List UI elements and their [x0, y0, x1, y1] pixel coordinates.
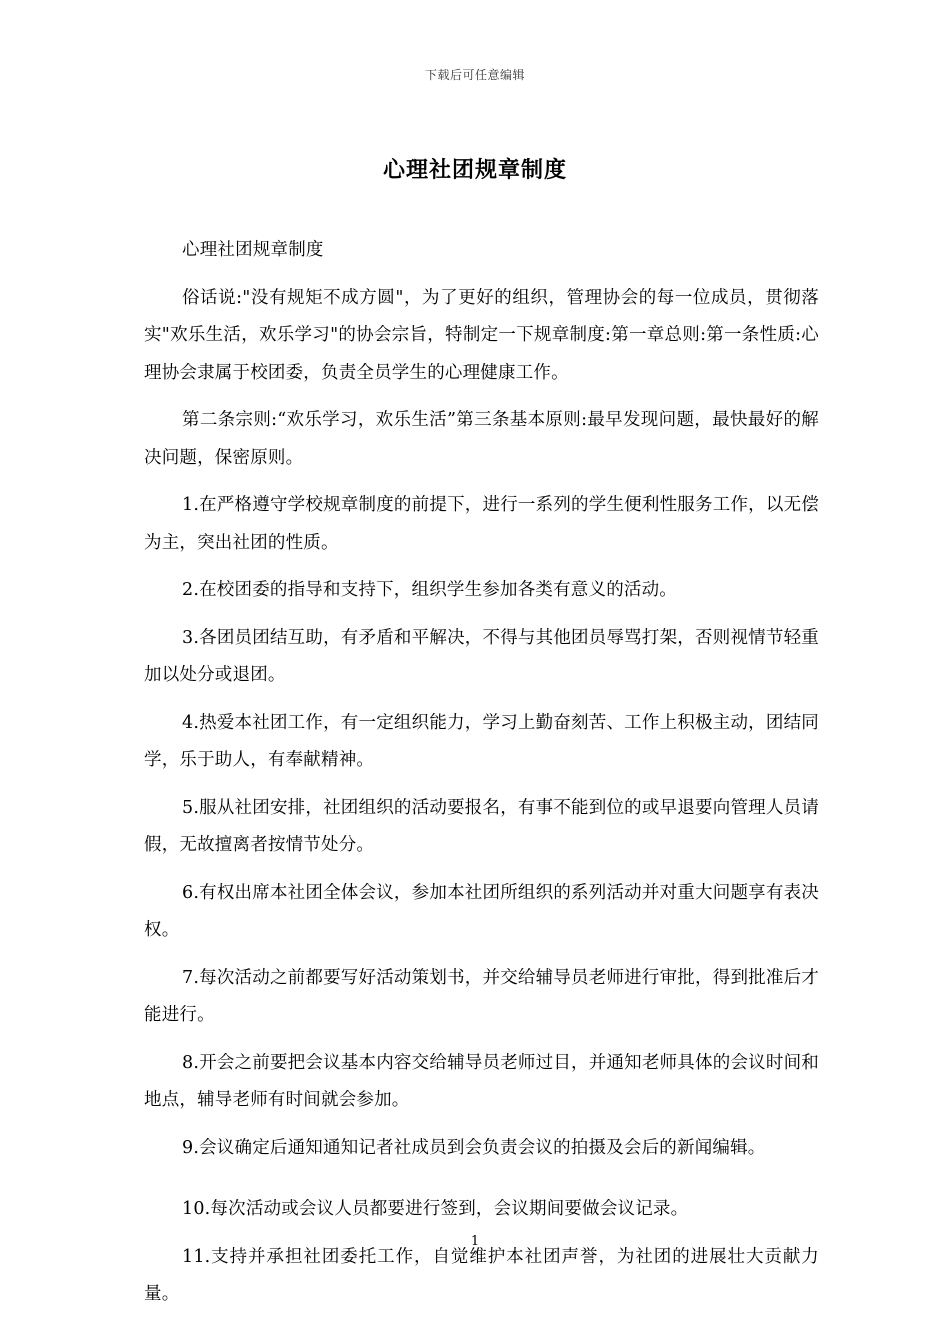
paragraph-rule-7: 7.每次活动之前都要写好活动策划书，并交给辅导员老师进行审批，得到批准后才能进行。	[144, 967, 819, 1025]
paragraph-rule-3: 3.各团员团结互助，有矛盾和平解决，不得与其他团员辱骂打架，否则视情节轻重加以处分或退团。	[144, 627, 819, 685]
paragraph-intro: 俗话说:"没有规矩不成方圆"，为了更好的组织，管理协会的每一位成员，贯彻落实"欢乐生活，欢乐学习"的协会宗旨，特制定一下规章制度:第一章总则:第一条性质:心理协会隶属于校团委，负责全员学生的心理健康工作。	[144, 287, 819, 383]
paragraph-rule-10: 10.每次活动或会议人员都要进行签到，会议期间要做会议记录。	[182, 1199, 689, 1219]
paragraph-rule-11: 11.支持并承担社团委托工作，自觉维护本社团声誉，为社团的进展壮大贡献力量。	[144, 1246, 819, 1304]
paragraph-subtitle: 心理社团规章制度	[182, 240, 324, 260]
paragraph-rule-6: 6.有权出席本社团全体会议，参加本社团所组织的系列活动并对重大问题享有表决权。	[144, 882, 819, 940]
page-number: 1	[470, 1234, 480, 1249]
paragraph-rule-5: 5.服从社团安排，社团组织的活动要报名，有事不能到位的或早退要向管理人员请假，无故擅离者按情节处分。	[144, 797, 819, 855]
document-body	[144, 232, 819, 1324]
paragraph-principles: 第二条宗则:“欢乐学习，欢乐生活”第三条基本原则:最早发现问题，最快最好的解决问题，保密原则。	[144, 410, 819, 468]
paragraph-rule-4: 4.热爱本社团工作，有一定组织能力，学习上勤奋刻苦、工作上积极主动，团结同学，乐于助人，有奉献精神。	[144, 712, 819, 770]
page-header-note: 下载后可任意编辑	[424, 68, 525, 82]
paragraph-rule-8: 8.开会之前要把会议基本内容交给辅导员老师过目，并通知老师具体的会议时间和地点，辅导老师有时间就会参加。	[144, 1052, 819, 1110]
paragraph-rule-2: 2.在校团委的指导和支持下，组织学生参加各类有意义的活动。	[182, 580, 677, 600]
paragraph-rule-1: 1.在严格遵守学校规章制度的前提下，进行一系列的学生便利性服务工作，以无偿为主，突出社团的性质。	[144, 495, 819, 553]
document-title: 心理社团规章制度	[382, 158, 567, 183]
paragraph-rule-9: 9.会议确定后通知通知记者社成员到会负责会议的拍摄及会后的新闻编辑。	[182, 1137, 766, 1158]
